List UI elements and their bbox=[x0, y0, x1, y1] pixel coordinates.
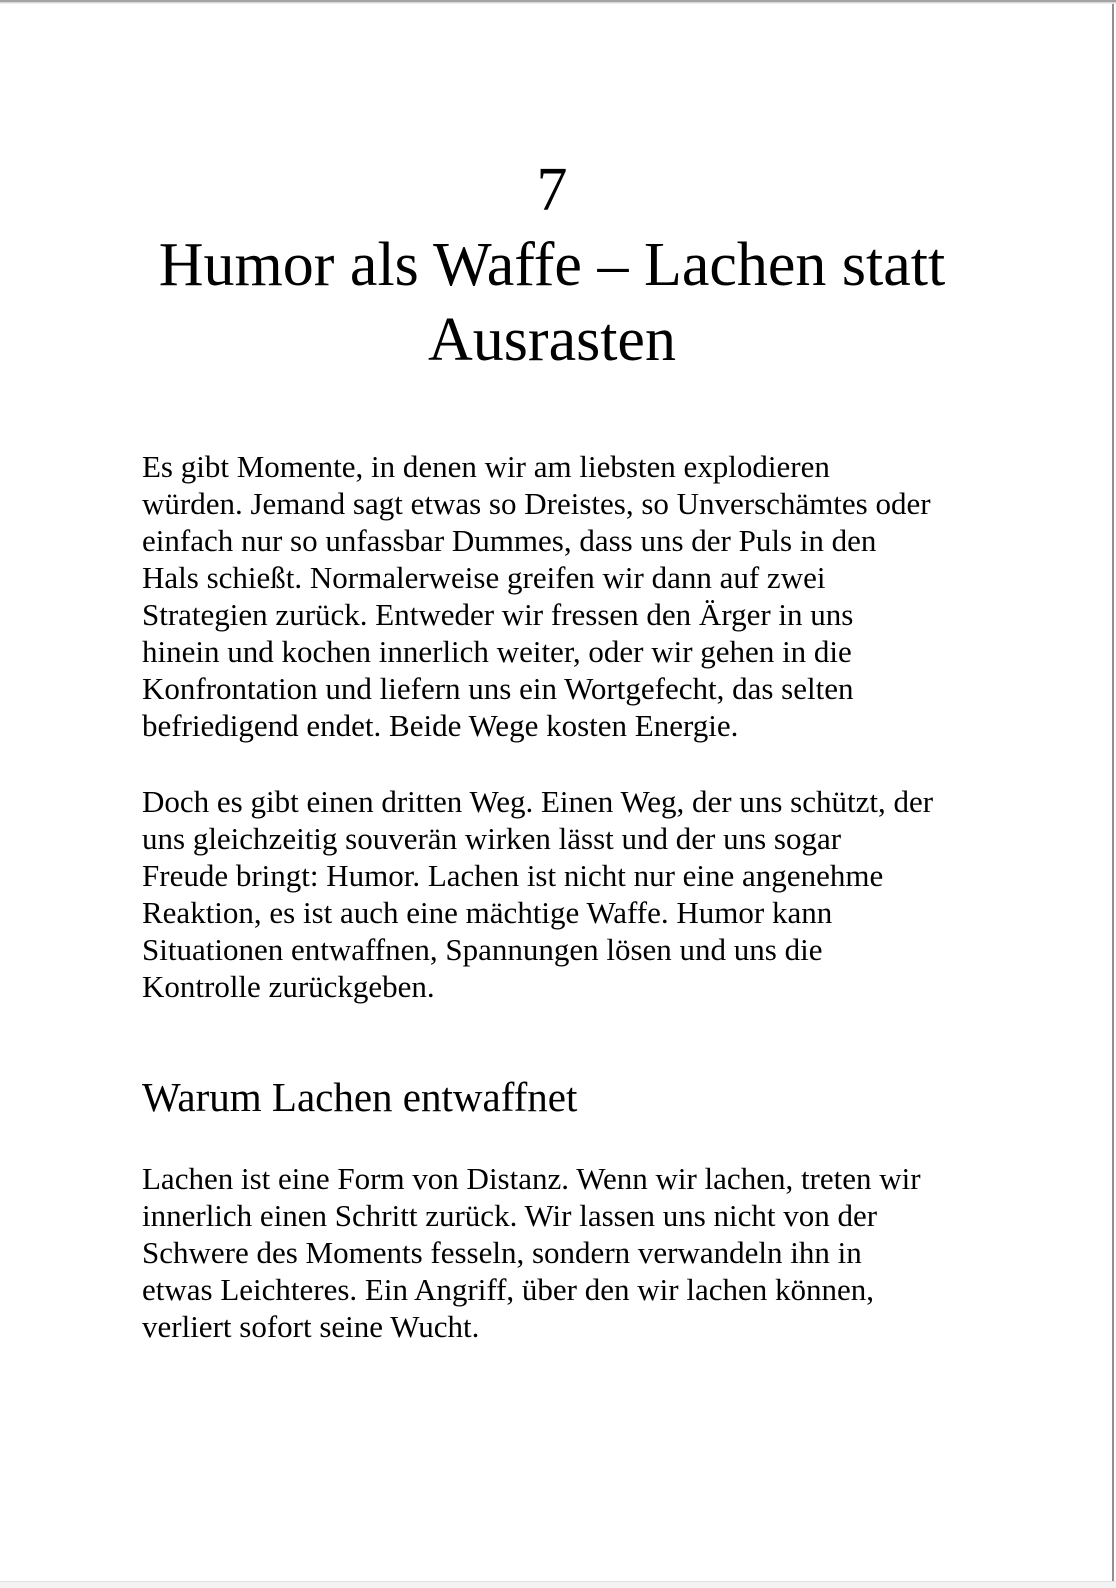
text-line: Humor als Waffe – Lachen statt bbox=[158, 231, 946, 299]
page-content bbox=[142, 0, 962, 1345]
text-line: uns gleichzeitig souverän wirken lässt und der uns sogar bbox=[142, 821, 842, 856]
text-line: Hals schießt. Normalerweise greifen wir dann auf zwei bbox=[142, 560, 826, 595]
text-line: Strategien zurück. Entweder wir fressen den Ärger in uns bbox=[142, 597, 854, 632]
text-line: Schwere des Moments fesseln, sondern verwandeln ihn in bbox=[142, 1235, 862, 1270]
text-line: Freude bringt: Humor. Lachen ist nicht nur eine angenehme bbox=[142, 858, 884, 893]
text-line: hinein und kochen innerlich weiter, oder wir gehen in die bbox=[142, 634, 852, 669]
text-line: befriedigend endet. Beide Wege kosten Energie. bbox=[142, 708, 739, 743]
section-heading: Warum Lachen entwaffnet bbox=[142, 1074, 578, 1120]
paragraph-3 bbox=[142, 1160, 962, 1345]
text-line: Reaktion, es ist auch eine mächtige Waffe. Humor kann bbox=[142, 895, 833, 930]
text-line: würden. Jemand sagt etwas so Dreistes, so Unverschämtes oder bbox=[142, 486, 931, 521]
text-line: Lachen ist eine Form von Distanz. Wenn wir lachen, treten wir bbox=[142, 1161, 921, 1196]
text-line: innerlich einen Schritt zurück. Wir lassen uns nicht von der bbox=[142, 1198, 878, 1233]
text-line: Kontrolle zurückgeben. bbox=[142, 969, 435, 1004]
text-line: Es gibt Momente, in denen wir am liebsten explodieren bbox=[142, 449, 830, 484]
text-line: einfach nur so unfassbar Dummes, dass uns der Puls in den bbox=[142, 523, 877, 558]
text-line: Doch es gibt einen dritten Weg. Einen Weg, der uns schützt, der bbox=[142, 784, 934, 819]
text-line: Konfrontation und liefern uns ein Wortgefecht, das selten bbox=[142, 671, 854, 706]
page-bottom-edge bbox=[0, 1581, 1116, 1588]
paragraph-1 bbox=[142, 448, 962, 744]
text-line: Situationen entwaffnen, Spannungen lösen und uns die bbox=[142, 932, 823, 967]
chapter-heading bbox=[142, 153, 962, 378]
text-line: verliert sofort seine Wucht. bbox=[142, 1309, 480, 1344]
text-line: etwas Leichteres. Ein Angriff, über den wir lachen können, bbox=[142, 1272, 874, 1307]
paragraph-2 bbox=[142, 783, 962, 1005]
chapter-number: 7 bbox=[536, 156, 568, 224]
text-line: Ausrasten bbox=[428, 306, 676, 374]
chapter-title bbox=[142, 228, 962, 378]
page-right-edge bbox=[1112, 4, 1114, 1581]
